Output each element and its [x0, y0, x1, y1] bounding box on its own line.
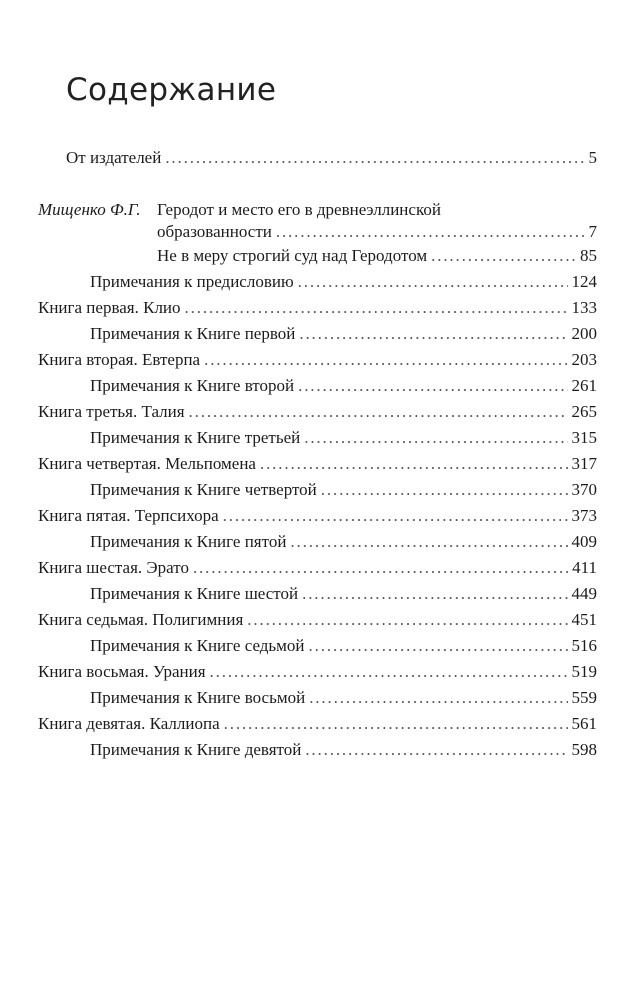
dot-leader: [304, 427, 567, 449]
dot-leader: [302, 583, 567, 605]
toc-entry-label: Примечания к Книге девятой: [90, 740, 302, 759]
toc-entry-label: Книга седьмая. Полигимния: [38, 610, 244, 629]
preface-author: Мищенко Ф.Г.: [38, 200, 141, 219]
toc-entry-page: 451: [571, 610, 597, 629]
toc-entry-book-7[interactable]: [38, 609, 597, 631]
toc-entry-notes-book-9[interactable]: [90, 739, 597, 761]
toc-entry-preface-article2[interactable]: [157, 245, 597, 267]
toc-entry-label: Примечания к Книге шестой: [90, 584, 299, 603]
toc-entry-page: 373: [571, 506, 597, 525]
dot-leader: [276, 221, 585, 243]
toc-entry-page: 411: [572, 558, 597, 577]
dot-leader: [165, 147, 584, 169]
toc-entry-page: 516: [571, 636, 597, 655]
toc-entry-notes-book-6[interactable]: [90, 583, 597, 605]
toc-entry-label: Примечания к Книге первой: [90, 324, 296, 343]
toc-entry-label: Примечания к Книге четвертой: [90, 480, 317, 499]
page-title: Содержание: [66, 72, 277, 108]
toc-entry-page: 449: [571, 584, 597, 603]
toc-entry-label: Книга вторая. Евтерпа: [38, 350, 201, 369]
toc-entry-label: Книга третья. Талия: [38, 402, 185, 421]
toc-entry-label: Примечания к Книге второй: [90, 376, 295, 395]
toc-entry-label: образованности: [157, 222, 272, 241]
toc-entry-page: 598: [571, 740, 597, 759]
toc-entry-page: 265: [571, 402, 597, 421]
toc-entry-label: Примечания к Книге седьмой: [90, 636, 305, 655]
dot-leader: [260, 453, 568, 475]
toc-entry-notes-preface[interactable]: [90, 271, 597, 293]
toc-entry-book-5[interactable]: [38, 505, 597, 527]
toc-entry-book-9[interactable]: [38, 713, 597, 735]
toc-entry-label: Книга шестая. Эрато: [38, 558, 189, 577]
dot-leader: [299, 323, 567, 345]
toc-entry-book-3[interactable]: [38, 401, 597, 423]
toc-entry-book-4[interactable]: [38, 453, 597, 475]
dot-leader: [185, 297, 568, 319]
toc-entry-page: 203: [571, 350, 597, 369]
toc-entry-book-2[interactable]: [38, 349, 597, 371]
toc-entry-notes-book-3[interactable]: [90, 427, 597, 449]
toc-entry-label: Не в меру строгий суд над Геродотом: [157, 246, 428, 265]
dot-leader: [305, 739, 567, 761]
toc-entry-label: От издателей: [66, 148, 162, 167]
toc-entry-label: Книга первая. Клио: [38, 298, 181, 317]
toc-entry-label: Примечания к Книге третьей: [90, 428, 301, 447]
toc-entry-notes-book-8[interactable]: [90, 687, 597, 709]
toc-entry-label: Примечания к Книге пятой: [90, 532, 287, 551]
toc-entry-label: Примечания к предисловию: [90, 272, 294, 291]
toc-entry-label: Примечания к Книге восьмой: [90, 688, 306, 707]
dot-leader: [224, 713, 568, 735]
toc-entry-page: 317: [571, 454, 597, 473]
toc-entry-page: 261: [571, 376, 597, 395]
toc-entry-page: 519: [571, 662, 597, 681]
preface-article1-title-line1[interactable]: Геродот и место его в древнеэллинской: [157, 200, 441, 219]
toc-entry-page: 85: [580, 246, 597, 265]
toc-entry-notes-book-2[interactable]: [90, 375, 597, 397]
dot-leader: [193, 557, 568, 579]
toc-entry-label: Книга девятая. Каллиопа: [38, 714, 220, 733]
toc-entry-page: 5: [588, 148, 597, 167]
toc-entry-notes-book-1[interactable]: [90, 323, 597, 345]
dot-leader: [223, 505, 568, 527]
toc-entry-page: 315: [571, 428, 597, 447]
toc-entry-page: 133: [571, 298, 597, 317]
toc-entry-page: 559: [571, 688, 597, 707]
dot-leader: [321, 479, 568, 501]
toc-entry-page: 561: [571, 714, 597, 733]
dot-leader: [247, 609, 567, 631]
toc-entry-notes-book-7[interactable]: [90, 635, 597, 657]
toc-entry-book-1[interactable]: [38, 297, 597, 319]
dot-leader: [290, 531, 567, 553]
toc-entry-label: Книга четвертая. Мельпомена: [38, 454, 256, 473]
toc-entry-preface-article1[interactable]: [157, 221, 597, 243]
dot-leader: [298, 375, 567, 397]
toc-entry-page: 409: [571, 532, 597, 551]
toc-entry-page: 200: [571, 324, 597, 343]
toc-entry-page: 370: [571, 480, 597, 499]
dot-leader: [309, 687, 567, 709]
toc-entry-notes-book-4[interactable]: [90, 479, 597, 501]
dot-leader: [210, 661, 568, 683]
toc-entry-page: 7: [588, 222, 597, 241]
toc-entry-notes-book-5[interactable]: [90, 531, 597, 553]
dot-leader: [431, 245, 576, 267]
toc-entry-publishers[interactable]: [66, 147, 597, 169]
toc-entry-book-6[interactable]: [38, 557, 597, 579]
dot-leader: [298, 271, 568, 293]
dot-leader: [309, 635, 568, 657]
dot-leader: [189, 401, 568, 423]
toc-entry-label: Книга восьмая. Урания: [38, 662, 206, 681]
toc-entry-label: Книга пятая. Терпсихора: [38, 506, 219, 525]
toc-entry-book-8[interactable]: [38, 661, 597, 683]
dot-leader: [204, 349, 567, 371]
toc-entry-page: 124: [571, 272, 597, 291]
